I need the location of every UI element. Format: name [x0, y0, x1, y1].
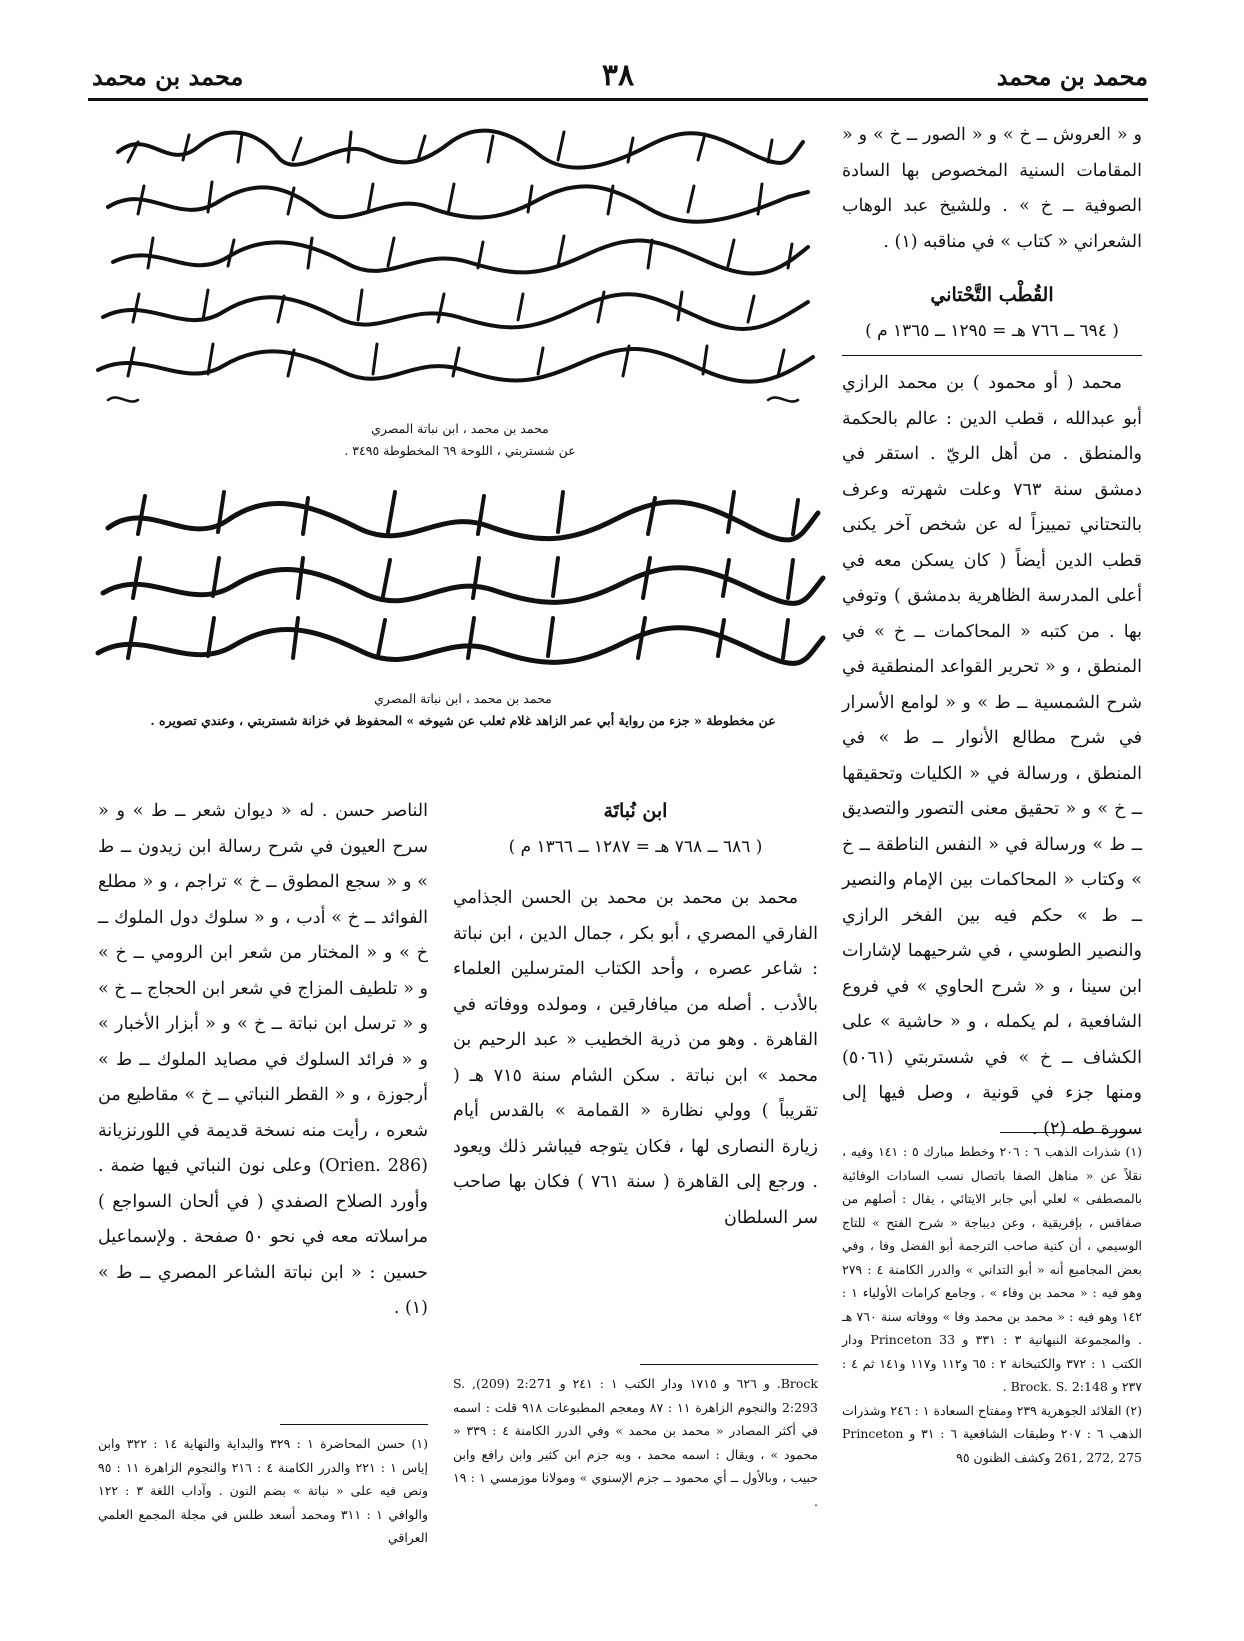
- running-header: [88, 58, 1148, 101]
- middle-footnote: Brock. و ٦٢٦ و ١٧١٥ ودار الكتب ١ : ٢٤١ و 2:271 (209), S. 2:293 والنجوم الزاهرة ١١ : ٨٧ ومعجم المطبوعات ٩١٨ قلت : اسمه في أكثر المصادر « محمد بن محمد » وفي الدرر الكامنة ٤ : ٣٣٩ « محمود » ، ويقال : اسمه محمد ، وبه جزم ابن كثير وابن رافع وابن حبيب ، وبالأول ــ أي محمود ــ جزم الإسنوي » ومولانا موزمسي ١ : ١٩ .: [453, 1376, 818, 1509]
- page-number: ٣٨: [601, 58, 635, 93]
- manuscript-caption-1-line1: محمد بن محمد ، ابن نباتة المصري: [371, 421, 549, 436]
- manuscript-handwriting-2: [88, 478, 828, 683]
- entry-dates-ibn-nubata: ( ٦٨٦ ــ ٧٦٨ هـ = ١٢٨٧ ــ ١٣٦٦ م ): [508, 836, 763, 857]
- header-left-title: محمد بن محمد: [92, 62, 244, 91]
- manuscript-caption-2-line1: محمد بن محمد ، ابن نباتة المصري: [374, 691, 552, 706]
- entry-title-qutb: القُطْب التَّحْتاني: [930, 284, 1054, 306]
- manuscript-caption-2: [118, 688, 808, 732]
- left-footnote-rule: [280, 1424, 428, 1425]
- manuscript-caption-1: [300, 418, 620, 462]
- entry-body-qutb: محمد ( أو محمود ) بن محمد الرازي أبو عبدالله ، قطب الدين : عالم بالحكمة والمنطق . من أهل الريّ . استقر في دمشق سنة ٧٦٣ وعلت شهرته وعرف بالتحتاني تمييزاً له عن شخص آخر يكنى قطب الدين أيضاً ( كان يسكن معه في أعلى المدرسة الظاهرية بدمشق ) وتوفي بها . من كتبه « المحاكمات ــ خ » في المنطق ، و « تحرير القواعد المنطقية في شرح الشمسية ــ ط » و « لوامع الأسرار في شرح مطالع الأنوار ــ ط » في المنطق ، ورسالة في « الكليات وتحقيقها ــ خ » و « تحقيق معنى التصور والتصديق ــ ط » ورسالة في « النفس الناطقة ــ خ » وكتاب « المحاكمات بين الإمام والنصير ــ ط » حكم فيه بين الفخر الرازي والنصير الطوسي ، في شرحيهما لإشارات ابن سينا ، و « شرح الحاوي » في فروع الشافعية ، لم يكمله ، و « حاشية » على الكشاف ــ خ » في شستربتي (٥٠٦١) ومنها جزء في قونية ، وصل فيها إلى سورة طه (٢) .: [842, 373, 1142, 1139]
- middle-column: [453, 794, 818, 1236]
- manuscript-caption-2-line2: عن مخطوطة « جزء من رواية أبي عمر الزاهد غلام ثعلب عن شيوخه » المحفوظ في خزانة شستربتي ، وعندي تصويره .: [150, 713, 776, 728]
- left-footnotes: [98, 1432, 428, 1550]
- left-footnote: (١) حسن المحاضرة ١ : ٣٢٩ والبداية والنهاية ١٤ : ٣٢٢ وابن إياس ١ : ٢٢١ والدرر الكامنة ٤ : ٢١٦ والنجوم الزاهرة ١١ : ٩٥ ونص فيه على « نباتة » بضم النون . وآداب اللغة ٣ : ١٢٢ والوافي ١ : ٣١١ ومحمد أسعد طلس في مجلة المجمع العلمي العراقي: [98, 1436, 428, 1545]
- right-column-intro: و « العروش ــ خ » و « الصور ــ خ » و « المقامات السنية المخصوص بها السادة الصوفية ــ خ » . وللشيخ عبد الوهاب الشعراني « كتاب » في مناقبه (١) .: [842, 125, 1142, 252]
- middle-footnotes: [453, 1372, 818, 1513]
- manuscript-caption-1-line2: عن شستربتي ، اللوحة ٦٩ المخطوطة ٣٤٩٥ .: [344, 443, 576, 458]
- manuscript-handwriting-1: [88, 122, 818, 412]
- manuscript-image-2: [88, 478, 828, 683]
- right-footnote-1: (١) شذرات الذهب ٦ : ٢٠٦ وخطط مبارك ٥ : ١٤١ وفيه ، نقلاً عن « مناهل الصفا باتصال نسب السادات الوفائية بالمصطفى » لعلي أبي جابر الايتائي ، يقال : أصلهم من صفاقس ، بإفريقية ، وعن ديباجة « شرح الفتح » للتاج الوسيمي ، أن كنية صاحب الترجمة أبو الفضل وفا ، وفي بعض المجاميع أنه « أبو التداني » والدرر الكامنة ٤ : ٢٧٩ وهو فيه : « محمد بن وفاء » . وجامع كرامات الأولياء ١ : ١٤٢ وهو فيه : « محمد بن محمد وفا » ووفاته سنة ٧٦٠ هـ . والمجموعة النبهانية ٣ : ٣٣١ و Princeton 33 ودار الكتب ١ : ٣٧٢ والكتبخانة ٢ : ٦٥ و١١٢ و١١٧ و١٤١ ثم ٤ : ٢٣٧ و Brock. S. 2:148 .: [842, 1144, 1143, 1394]
- entry-dates-qutb: ( ٦٩٤ ــ ٧٦٦ هـ = ١٢٩٥ ــ ١٣٦٥ م ): [865, 320, 1119, 341]
- middle-footnote-rule: [640, 1364, 818, 1365]
- entry-title-ibn-nubata: ابن نُباتَة: [603, 800, 668, 822]
- left-column-body: الناصر حسن . له « ديوان شعر ــ ط » و « سرح العيون في شرح رسالة ابن زيدون ــ ط » و « سجع المطوق ــ خ » تراجم ، و « مطلع الفوائد ــ خ » أدب ، و « سلوك دول الملوك ــ خ » و « المختار من شعر ابن الرومي ــ خ » و « تلطيف المزاج في شعر ابن الحجاج ــ خ » و « ترسل ابن نباتة ــ خ » و « أبزار الأخبار » و « فرائد السلوك في مصايد الملوك ــ ط » أرجوزة ، و « القطر النباتي ــ خ » مقاطيع من شعره ، رأيت منه نسخة قديمة في اللورنزيانة (Orien. 286) وعلى نون النباتي فيها ضمة . وأورد الصلاح الصفدي ( في ألحان السواجع ) مراسلاته معه في نحو ٥٠ صفحة . ولإسماعيل حسين : « ابن نباتة الشاعر المصري ــ ط » (١) .: [98, 801, 429, 1318]
- entry-body-ibn-nubata: محمد بن محمد بن محمد بن الحسن الجذامي الفارقي المصري ، أبو بكر ، جمال الدين ، ابن نباتة : شاعر عصره ، وأحد الكتاب المترسلين العلماء بالأدب . أصله من ميافارقين ، ومولده ووفاته في القاهرة . وهو من ذرية الخطيب « عبد الرحيم بن محمد » ابن نباتة . سكن الشام سنة ٧١٥ هـ ( تقريباً ) وولي نظارة « القمامة » بالقدس أيام زيارة النصارى لها ، فكان يتوجه فيباشر ذلك ويعود . ورجع إلى القاهرة ( سنة ٧٦١ ) فكان بها صاحب سر السلطان: [453, 888, 819, 1228]
- right-column: [842, 118, 1142, 1147]
- left-column: [98, 794, 428, 1327]
- right-footnotes: [842, 1140, 1142, 1469]
- right-footnote-rule: [1000, 1132, 1142, 1133]
- manuscript-image-1: [88, 122, 818, 412]
- right-footnote-2: (٢) القلائد الجوهرية ٢٣٩ ومفتاح السعادة ١ : ٢٤٦ وشذرات الذهب ٦ : ٢٠٧ وطبقات الشافعية ٦ : ٣١ و Princeton 261, 272, 275 وكشف الظنون ٩٥: [842, 1402, 1142, 1465]
- entry-divider-qutb: [842, 355, 1142, 356]
- header-right-title: محمد بن محمد: [996, 62, 1148, 91]
